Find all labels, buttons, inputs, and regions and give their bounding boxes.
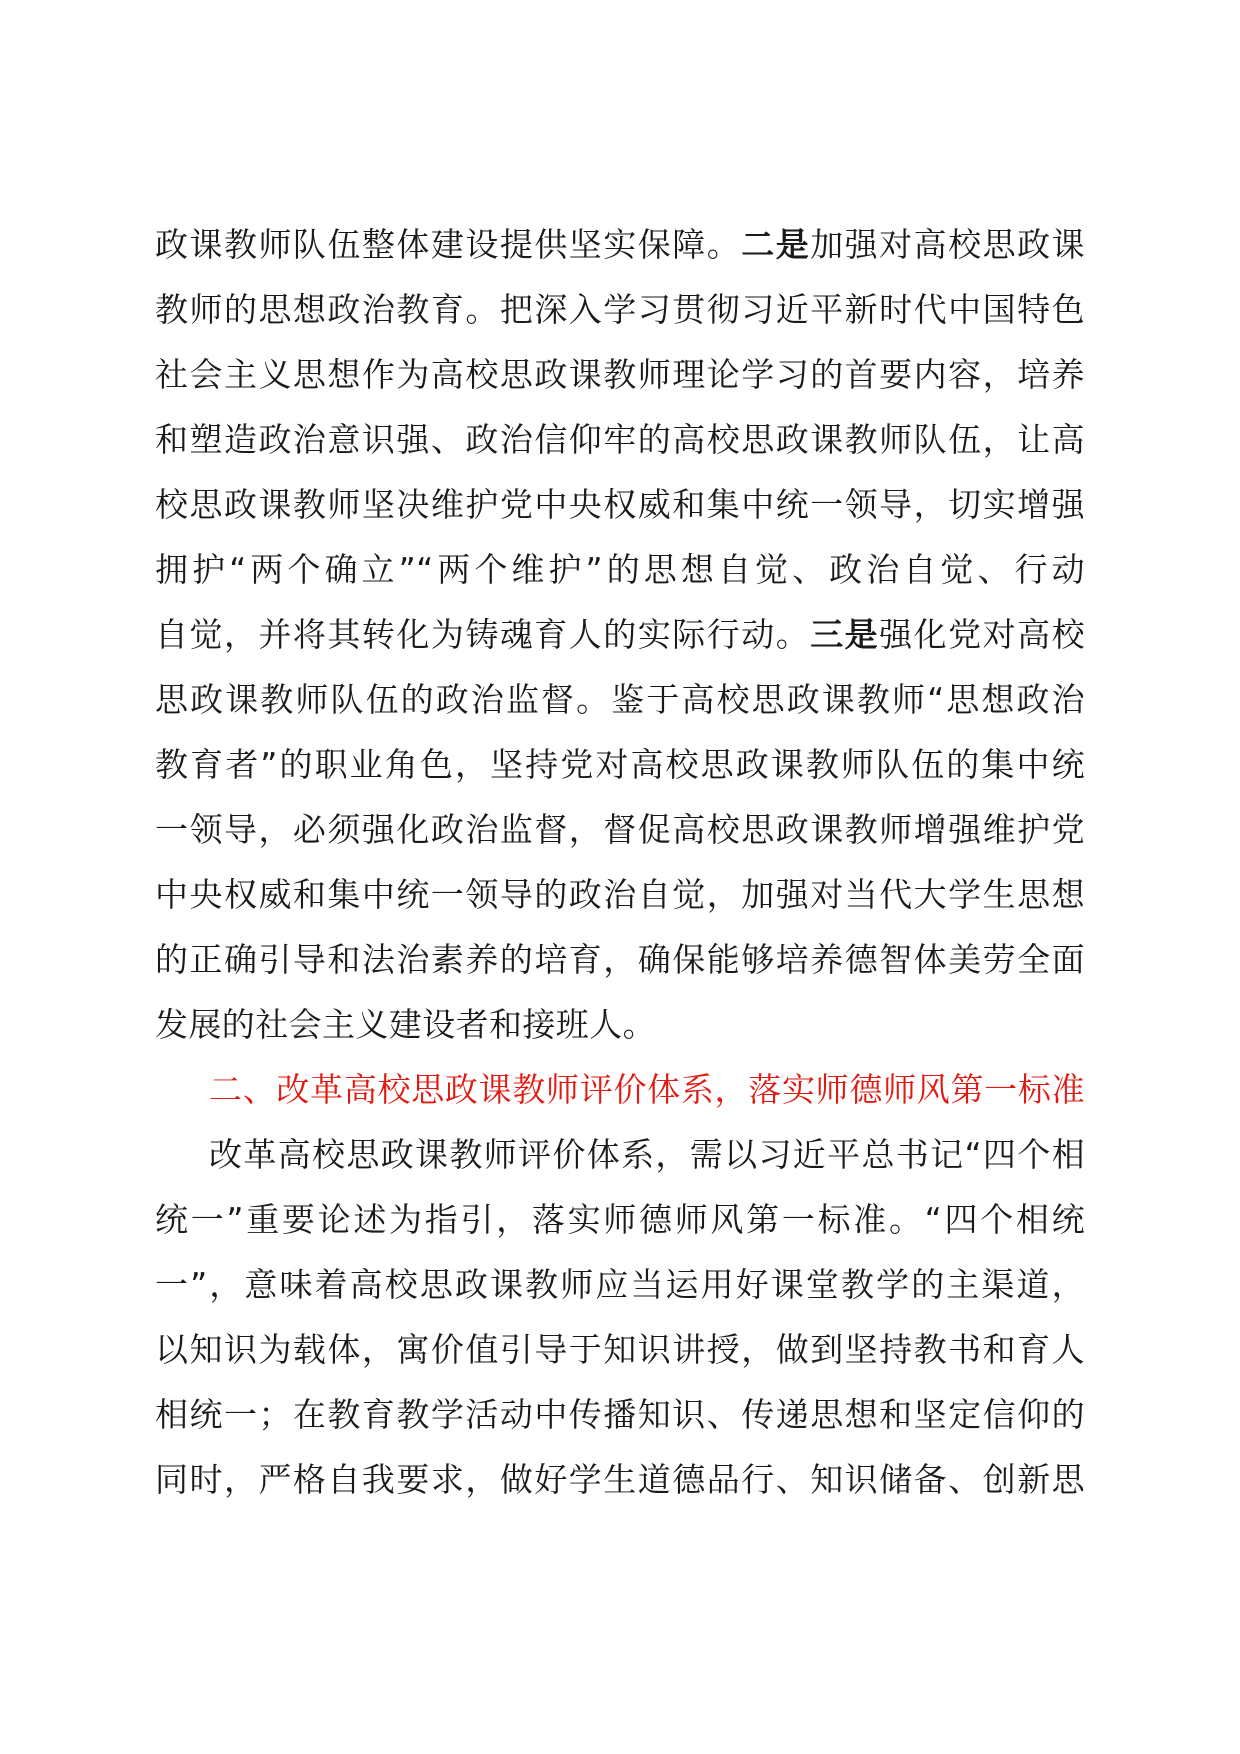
text-line: 中央权威和集中统一领导的政治自觉，加强对当代大学生思想	[155, 875, 1085, 914]
text-segment: 加强对高校思政课	[810, 225, 1085, 264]
text-line: 和塑造政治意识强、政治信仰牢的高校思政课教师队伍，让高	[155, 420, 1085, 459]
text-line: 一”，意味着高校思政课教师应当运用好课堂教学的主渠道，	[155, 1265, 1085, 1304]
text-line: 教育者”的职业角色，坚持党对高校思政课教师队伍的集中统	[155, 745, 1085, 784]
paragraph	[155, 1122, 1085, 1512]
bold-marker: 二是	[741, 225, 811, 264]
text-line: 发展的社会主义建设者和接班人。	[155, 1005, 656, 1044]
text-segment: 政课教师队伍整体建设提供坚实保障。	[155, 225, 742, 264]
text-line	[155, 212, 1085, 277]
text-line	[155, 602, 1085, 667]
text-line: 的正确引导和法治素养的培育，确保能够培养德智体美劳全面	[155, 940, 1085, 979]
paragraph-continuation	[155, 212, 1085, 1057]
text-line: 相统一；在教育教学活动中传播知识、传递思想和坚定信仰的	[155, 1395, 1085, 1434]
text-segment: 自觉，并将其转化为铸魂育人的实际行动。	[155, 615, 811, 654]
section-heading: 二、改革高校思政课教师评价体系，落实师德师风第一标准	[209, 1070, 1085, 1109]
text-line: 改革高校思政课教师评价体系，需以习近平总书记“四个相	[209, 1135, 1085, 1174]
text-segment: 强化党对高校	[879, 615, 1085, 654]
text-line: 同时，严格自我要求，做好学生道德品行、知识储备、创新思	[155, 1460, 1085, 1499]
text-line: 教师的思想政治教育。把深入学习贯彻习近平新时代中国特色	[155, 290, 1085, 329]
text-line: 拥护“两个确立”“两个维护”的思想自觉、政治自觉、行动	[155, 550, 1085, 589]
text-line: 以知识为载体，寓价值引导于知识讲授，做到坚持教书和育人	[155, 1330, 1085, 1369]
text-line: 统一”重要论述为指引，落实师德师风第一标准。“四个相统	[155, 1200, 1085, 1239]
text-line: 思政课教师队伍的政治监督。鉴于高校思政课教师“思想政治	[155, 680, 1085, 719]
bold-marker: 三是	[810, 615, 880, 654]
text-line: 一领导，必须强化政治监督，督促高校思政课教师增强维护党	[155, 810, 1085, 849]
text-line: 社会主义思想作为高校思政课教师理论学习的首要内容，培养	[155, 355, 1085, 394]
text-line: 校思政课教师坚决维护党中央权威和集中统一领导，切实增强	[155, 485, 1085, 524]
document-body	[155, 212, 1085, 1512]
